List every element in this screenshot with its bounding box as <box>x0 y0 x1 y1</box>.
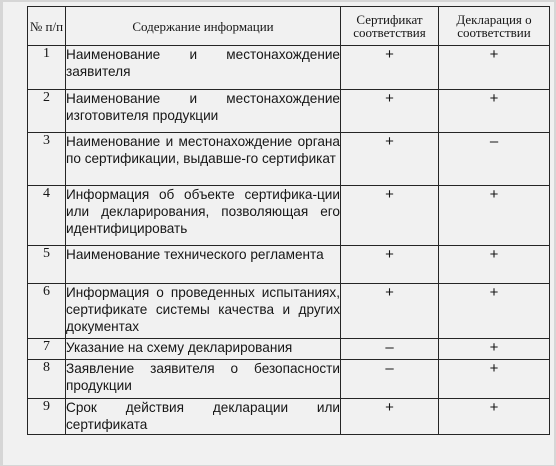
header-declaration: Декларация о соответствии <box>439 7 550 46</box>
table-body <box>28 46 550 435</box>
row-number: 4 <box>28 186 66 246</box>
row-content: Наименование технического регламента <box>66 246 341 284</box>
declaration-mark: + <box>439 360 550 399</box>
certificate-mark: + <box>341 133 439 186</box>
certificate-mark: – <box>341 339 439 360</box>
declaration-mark: + <box>439 284 550 339</box>
row-number: 5 <box>28 246 66 284</box>
certificate-mark: + <box>341 399 439 435</box>
row-number: 6 <box>28 284 66 339</box>
declaration-mark: + <box>439 246 550 284</box>
row-number: 2 <box>28 90 66 133</box>
table-header <box>28 7 550 46</box>
header-number: № п/п <box>28 7 66 46</box>
row-number: 7 <box>28 339 66 360</box>
certificate-mark: + <box>341 284 439 339</box>
row-content: Наименование и местонахождение органа по сертификации, выдавше-го сертификат <box>66 133 341 186</box>
declaration-mark: + <box>439 186 550 246</box>
row-content: Заявление заявителя о безопасности продукции <box>66 360 341 399</box>
table-row <box>28 399 550 435</box>
row-number: 8 <box>28 360 66 399</box>
row-content: Срок действия декларации или сертификата <box>66 399 341 435</box>
row-content: Информация об объекте сертифика-ции или декларирования, позволяющая его идентифицировать <box>66 186 341 246</box>
table-row <box>28 46 550 90</box>
header-certificate: Сертификат соответствия <box>341 7 439 46</box>
row-content: Указание на схему декларирования <box>66 339 341 360</box>
certificate-mark: + <box>341 90 439 133</box>
certificate-mark: + <box>341 246 439 284</box>
declaration-mark: + <box>439 399 550 435</box>
header-row <box>28 7 550 46</box>
certificate-mark: + <box>341 186 439 246</box>
row-content: Информация о проведенных испытаниях, сертификате системы качества и других документах <box>66 284 341 339</box>
header-content: Содержание информации <box>66 7 341 46</box>
row-number: 9 <box>28 399 66 435</box>
document-page <box>3 2 554 465</box>
table-row <box>28 133 550 186</box>
declaration-mark: – <box>439 133 550 186</box>
table-row <box>28 284 550 339</box>
row-number: 1 <box>28 46 66 90</box>
table-row <box>28 339 550 360</box>
table-row <box>28 360 550 399</box>
row-content: Наименование и местонахождение изготовителя продукции <box>66 90 341 133</box>
certificate-mark: – <box>341 360 439 399</box>
table-row <box>28 90 550 133</box>
declaration-mark: + <box>439 46 550 90</box>
row-number: 3 <box>28 133 66 186</box>
information-table <box>27 6 550 435</box>
row-content: Наименование и местонахождение заявителя <box>66 46 341 90</box>
table-row <box>28 186 550 246</box>
certificate-mark: + <box>341 46 439 90</box>
declaration-mark: + <box>439 90 550 133</box>
table-row <box>28 246 550 284</box>
declaration-mark: + <box>439 339 550 360</box>
